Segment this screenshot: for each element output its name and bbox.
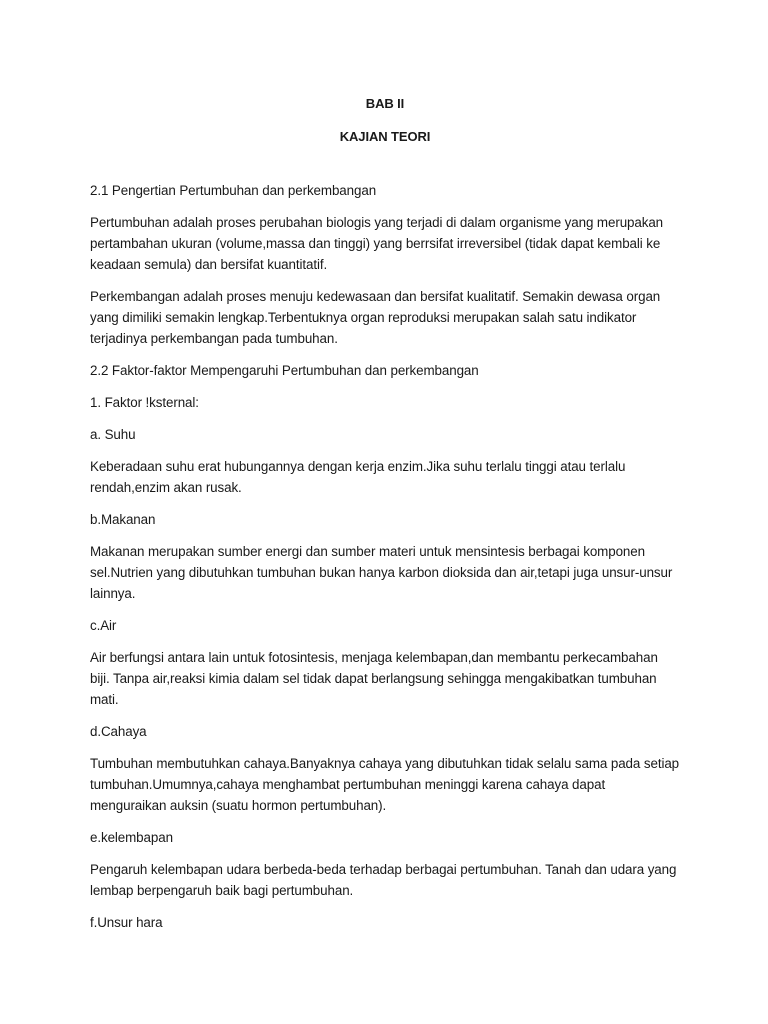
paragraph-perkembangan: Perkembangan adalah proses menuju kedewasaan dan bersifat kualitatif. Semakin dewasa organ yang dimiliki semakin lengkap.Terbentuknya organ reproduksi merupakan salah satu indikator terjadinya perkembangan pada tumbuhan. — [90, 289, 661, 346]
paragraph-kelembapan: Pengaruh kelembapan udara berbeda-beda terhadap berbagai pertumbuhan. Tanah dan udara yang lembap berpengaruh baik bagi pertumbuhan. — [90, 862, 677, 898]
paragraph-cahaya: Tumbuhan membutuhkan cahaya.Banyaknya cahaya yang dibutuhkan tidak selalu sama pada setiap tumbuhan.Umumnya,cahaya menghambat pertumbuhan meninggi karena cahaya dapat menguraikan auksin (suatu hormon pertumbuhan). — [90, 756, 680, 813]
paragraph-air: Air berfungsi antara lain untuk fotosintesis, menjaga kelembapan,dan membantu perkecambahan biji. Tanpa air,reaksi kimia dalam sel tidak dapat berlangsung sehingga mengakibatkan tumbuhan mati. — [90, 650, 658, 707]
section-heading-2-2: 2.2 Faktor-faktor Mempengaruhi Pertumbuhan dan perkembangan — [90, 363, 479, 378]
document-body — [90, 90, 680, 933]
subheading-makanan: b.Makanan — [90, 512, 156, 527]
chapter-heading: BAB II — [365, 96, 405, 111]
chapter-title: KAJIAN TEORI — [339, 129, 431, 144]
subheading-kelembapan: e.kelembapan — [90, 830, 173, 845]
subheading-unsur-hara: f.Unsur hara — [90, 915, 163, 930]
paragraph-suhu: Keberadaan suhu erat hubungannya dengan kerja enzim.Jika suhu terlalu tinggi atau terlalu rendah,enzim akan rusak. — [90, 459, 626, 495]
subheading-suhu: a. Suhu — [90, 427, 136, 442]
list-heading-faktor-eksternal: 1. Faktor !ksternal: — [90, 395, 199, 410]
paragraph-pertumbuhan: Pertumbuhan adalah proses perubahan biologis yang terjadi di dalam organisme yang merupakan pertambahan ukuran (volume,massa dan tinggi) yang berrsifat irreversibel (tidak dapat kembali ke keadaan semula) dan bersifat kuantitatif. — [90, 215, 664, 272]
paragraph-makanan: Makanan merupakan sumber energi dan sumber materi untuk mensintesis berbagai komponen sel.Nutrien yang dibutuhkan tumbuhan bukan hanya karbon dioksida dan air,tetapi juga unsur-unsur lainnya. — [90, 544, 673, 601]
section-heading-2-1: 2.1 Pengertian Pertumbuhan dan perkembangan — [90, 183, 377, 198]
subheading-air: c.Air — [90, 618, 117, 633]
subheading-cahaya: d.Cahaya — [90, 724, 147, 739]
